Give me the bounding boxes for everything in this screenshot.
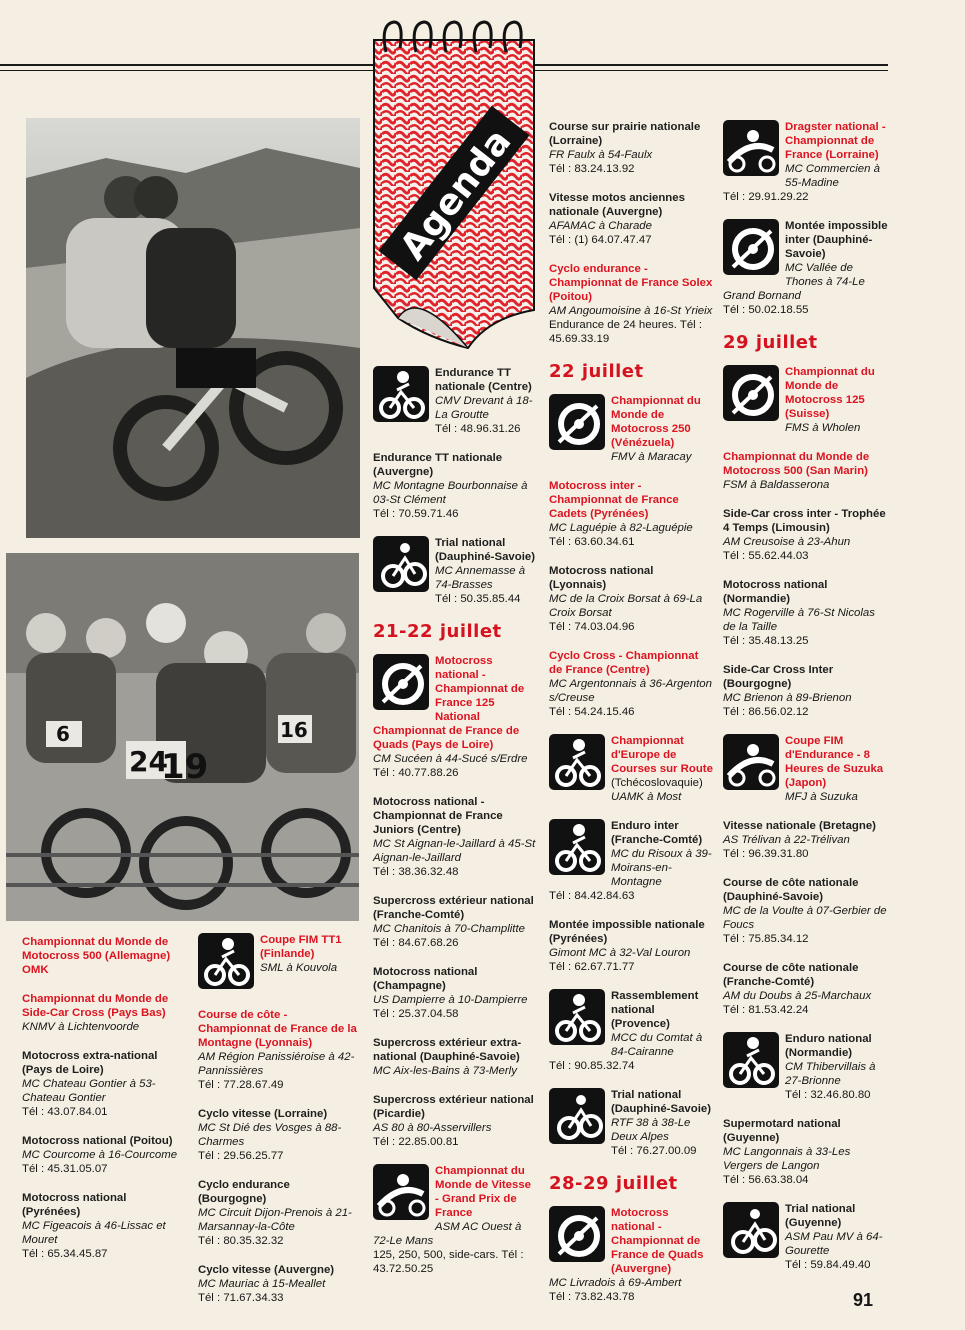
agenda-entry (549, 734, 713, 804)
event-phone: Tél : 35.48.13.25 (723, 635, 809, 647)
svg-text:24: 24 (129, 745, 168, 778)
event-title: Motocross national (Champagne) (373, 966, 478, 992)
event-club: AM Région Panissiéroise à 42-Pannissières (198, 1051, 355, 1077)
event-title: Supercross extérieur national (Picardie) (373, 1094, 534, 1120)
agenda-entry (22, 992, 185, 1034)
event-phone: Tél : 48.96.31.26 (435, 423, 521, 435)
event-phone: Tél : 96.39.31.80 (723, 848, 809, 860)
event-club: MC Chanitois à 70-Champlitte (373, 923, 525, 935)
event-phone: Tél : 62.67.71.77 (549, 961, 635, 973)
event-phone: Tél : 50.35.85.44 (435, 593, 521, 605)
event-phone: Tél : 74.03.04.96 (549, 621, 635, 633)
agenda-entry (198, 1263, 358, 1305)
agenda-entry (22, 1134, 185, 1176)
motocross-wheel-icon (373, 654, 429, 710)
agenda-entry (723, 219, 888, 317)
agenda-entry (22, 1191, 185, 1261)
event-title: Championnat d'Europe de Courses sur Route (611, 735, 713, 775)
agenda-entry (373, 1093, 536, 1149)
event-club: AM Creusoise à 23-Ahun (723, 536, 851, 548)
event-club: SML à Kouvola (260, 962, 338, 974)
column-2 (198, 933, 358, 1320)
event-title: Coupe FIM TT1 (Finlande) (260, 934, 342, 960)
event-club: AM du Doubs à 25-Marchaux (723, 990, 872, 1002)
event-title: Course de côte -Championnat de France de la Montagne (Lyonnais) (198, 1009, 357, 1049)
event-phone: Tél : 45.31.05.07 (22, 1163, 108, 1175)
agenda-entry (549, 1088, 713, 1158)
date-heading: 29 juillet (723, 332, 818, 353)
dragster-icon (723, 120, 779, 176)
agenda-entry (373, 795, 536, 879)
event-title: Endurance TT nationale (Auvergne) (373, 452, 503, 478)
event-club: ASM Pau MV à 64-Gourette (785, 1231, 883, 1257)
event-phone: Tél : 83.24.13.92 (549, 163, 635, 175)
event-club: MC Figeacois à 46-Lissac et Mouret (22, 1220, 166, 1246)
agenda-entry (373, 366, 536, 436)
agenda-entry (723, 734, 888, 804)
trial-rider-icon (373, 536, 429, 592)
event-club: MC Courcome à 16-Courcome (22, 1149, 178, 1161)
event-title: Montée impossible nationale (Pyrénées) (549, 919, 705, 945)
enduro-rider-icon (373, 366, 429, 422)
svg-text:6: 6 (56, 722, 70, 746)
event-club: UAMK à Most (611, 791, 682, 803)
agenda-entry (373, 451, 536, 521)
agenda-entry (549, 191, 713, 247)
motocross-wheel-icon (549, 394, 605, 450)
event-phone: Tél : 43.07.84.01 (22, 1106, 108, 1118)
agenda-entry (549, 394, 713, 464)
event-title: Championnat du Monde de Motocross 500 (Allemagne) (22, 936, 171, 962)
event-title: Enduro inter (Franche-Comté) (611, 820, 703, 846)
agenda-entry (723, 507, 888, 563)
rally-rider-icon (549, 989, 605, 1045)
event-title: Trial national (Dauphiné-Savoie) (611, 1089, 711, 1115)
agenda-entry (373, 1164, 536, 1276)
event-phone: Tél : 84.67.68.26 (373, 937, 459, 949)
event-extra: OMK (22, 964, 49, 976)
event-club: MC de la Voulte à 07-Gerbier de Foucs (723, 905, 887, 931)
agenda-entry (198, 1178, 358, 1248)
column-5 (723, 120, 888, 1287)
event-phone: Tél : 75.85.34.12 (723, 933, 809, 945)
event-title: Trial national (Guyenne) (785, 1203, 856, 1229)
event-title: Championnat du Monde de Motocross 125 (Suisse) (785, 366, 875, 420)
event-phone: Tél : 71.67.34.33 (198, 1292, 284, 1304)
event-title: Course sur prairie nationale (Lorraine) (549, 121, 701, 147)
event-title: Motocross national (Poitou) (22, 1135, 173, 1147)
motocross-wheel-icon (549, 1206, 605, 1262)
event-title: Trial national (Dauphiné-Savoie) (435, 537, 535, 563)
event-club: FR Faulx à 54-Faulx (549, 149, 653, 161)
agenda-entry (549, 564, 713, 634)
event-title: Dragster national - Championnat de France (Lorraine) (785, 121, 886, 161)
motocross-rider-icon (549, 734, 605, 790)
enduro-rider-icon (549, 819, 605, 875)
event-club: MC Livradois à 69-Ambert (549, 1277, 682, 1289)
event-title: Motocross extra-national (Pays de Loire) (22, 1050, 158, 1076)
event-title: Championnat du Monde de Motocross 250 (Vénézuela) (611, 395, 701, 449)
agenda-entry (373, 1036, 536, 1078)
column-4 (549, 120, 713, 1319)
agenda-entry (723, 578, 888, 648)
event-phone: Tél : 86.56.02.12 (723, 706, 809, 718)
column-3 (373, 366, 536, 1291)
event-club: KNMV à Lichtenvoorde (22, 1021, 140, 1033)
agenda-entry (549, 918, 713, 974)
agenda-entry (549, 120, 713, 176)
event-club: FSM à Baldasserona (723, 479, 830, 491)
event-club: AS 80 à 80-Asservillers (373, 1122, 492, 1134)
agenda-entry (549, 262, 713, 346)
agenda-entry (723, 663, 888, 719)
event-club: MC Brienon à 89-Brienon (723, 692, 852, 704)
event-note: 125, 250, 500, side-cars. Tél : 43.72.50.25 (373, 1249, 524, 1275)
agenda-entry (723, 1202, 888, 1272)
event-club: MCC du Comtat à 84-Cairanne (611, 1032, 703, 1058)
event-title: Cyclo endurance (Bourgogne) (198, 1179, 290, 1205)
event-club: FMS à Wholen (785, 422, 861, 434)
event-club: US Dampierre à 10-Dampierre (373, 994, 528, 1006)
photo-motocross-start (6, 553, 359, 921)
event-title: Championnat du Monde de Side-Car Cross (Pays Bas) (22, 993, 169, 1019)
motocross-rider-icon (198, 933, 254, 989)
event-club: AM Angoumoisine à 16-St Yrieix (549, 305, 713, 317)
event-club: FMV à Maracay (611, 451, 692, 463)
event-club: CM Sucéen à 44-Sucé s/Erdre (373, 753, 528, 765)
date-heading: 22 juillet (549, 361, 644, 382)
event-title: Endurance TT nationale (Centre) (435, 367, 532, 393)
event-title: Cyclo vitesse (Lorraine) (198, 1108, 328, 1120)
event-club: MC Argentonnais à 36-Argenton s/Creuse (549, 678, 712, 704)
event-title: Course de côte nationale (Franche-Comté) (723, 962, 859, 988)
event-title: Vitesse nationale (Bretagne) (723, 820, 876, 832)
event-club: MC St Dié des Vosges à 88-Charmes (198, 1122, 342, 1148)
event-phone: Tél : 38.36.32.48 (373, 866, 459, 878)
event-title: Motocross national - Championnat de France de Quads (Auvergne) (611, 1207, 704, 1275)
event-club: MC Annemasse à 74-Brasses (435, 565, 526, 591)
event-phone: Tél : 65.34.45.87 (22, 1248, 108, 1260)
agenda-entry (549, 989, 713, 1073)
event-title: Motocross national (Lyonnais) (549, 565, 654, 591)
event-title: Supercross extérieur extra-national (Dauphiné-Savoie) (373, 1037, 522, 1063)
event-title: Motocross national - Championnat de France Juniors (Centre) (373, 796, 503, 836)
event-club: MFJ à Suzuka (785, 791, 858, 803)
agenda-badge (368, 18, 540, 363)
road-racer-icon (723, 734, 779, 790)
event-phone: Tél : 22.85.00.81 (373, 1136, 459, 1148)
event-club: MC Montagne Bourbonnaise à 03-St Clément (373, 480, 528, 506)
event-title: Side-Car Cross Inter (Bourgogne) (723, 664, 834, 690)
event-phone: Tél : 59.84.49.40 (785, 1259, 871, 1271)
svg-text:16: 16 (280, 718, 308, 742)
agenda-entry (22, 1049, 185, 1119)
event-club: ASM AC Ouest à 72-Le Mans (373, 1221, 522, 1247)
event-club: RTF 38 à 38-Le Deux Alpes (611, 1117, 691, 1143)
event-phone: Tél : 70.59.71.46 (373, 508, 459, 520)
event-note: Endurance de 24 heures. Tél : 45.69.33.19 (549, 319, 703, 345)
event-phone: Tél : 54.24.15.46 (549, 706, 635, 718)
agenda-entry (549, 1206, 713, 1304)
event-club: MC Mauriac à 15-Meallet (198, 1278, 326, 1290)
event-phone: Tél : 29.91.29.22 (723, 191, 809, 203)
event-title: Rassemblement national (Provence) (611, 990, 699, 1030)
event-title: Supercross extérieur national (Franche-Comté) (373, 895, 534, 921)
agenda-entry (373, 536, 536, 606)
event-club: MC Circuit Dijon-Prenois à 21-Marsannay-la-Côte (198, 1207, 352, 1233)
event-title: Course de côte nationale (Dauphiné-Savoie) (723, 877, 859, 903)
event-phone: Tél : 80.35.32.32 (198, 1235, 284, 1247)
event-title: Championnat du Monde de Motocross 500 (San Marin) (723, 451, 870, 477)
event-club: CMV Drevant à 18-La Groutte (435, 395, 533, 421)
agenda-entry (373, 894, 536, 950)
event-phone: Tél : 56.63.38.04 (723, 1174, 809, 1186)
event-phone: Tél : 25.37.04.58 (373, 1008, 459, 1020)
event-club: MC Vallée de Thones à 74-Le Grand Bornand (723, 262, 865, 302)
agenda-entry (373, 654, 536, 780)
event-title: Motocross national (Normandie) (723, 579, 828, 605)
event-club: MC Chateau Gontier à 53-Chateau Gontier (22, 1078, 156, 1104)
agenda-entry (549, 819, 713, 903)
event-club: MC St Aignan-le-Jaillard à 45-St Aignan-le-Jaillard (373, 838, 536, 864)
agenda-entry (723, 961, 888, 1017)
event-title: Vitesse motos anciennes nationale (Auvergne) (549, 192, 685, 218)
event-club: MC Langonnais à 33-Les Vergers de Langon (723, 1146, 851, 1172)
event-phone: Tél : 55.62.44.03 (723, 550, 809, 562)
enduro-rider-icon (723, 1032, 779, 1088)
agenda-entry (22, 935, 185, 977)
agenda-entry (723, 1032, 888, 1102)
event-club: AFAMAC à Charade (549, 220, 652, 232)
event-phone: Tél : 76.27.00.09 (611, 1145, 697, 1157)
date-heading: 21-22 juillet (373, 621, 502, 642)
agenda-entry (723, 120, 888, 204)
event-phone: Tél : 40.77.88.26 (373, 767, 459, 779)
event-title: Motocross national - Championnat de France 125 National Championnat de France de Quads (Pays de Loire) (373, 655, 525, 751)
event-title: Montée impossible inter (Dauphiné-Savoie) (785, 220, 888, 260)
event-club: Gimont MC à 32-Val Louron (549, 947, 691, 959)
event-title: Enduro national (Normandie) (785, 1033, 872, 1059)
event-club: MC du Risoux à 39-Moirans-en-Montagne (611, 848, 712, 888)
agenda-entry (723, 450, 888, 492)
event-phone: Tél : 81.53.42.24 (723, 1004, 809, 1016)
event-phone: Tél : 29.56.25.77 (198, 1150, 284, 1162)
column-1 (22, 935, 185, 1276)
agenda-entry (723, 1117, 888, 1187)
agenda-entry (373, 965, 536, 1021)
photo-trial-rider (26, 118, 360, 538)
event-phone: Tél : 84.42.84.63 (549, 890, 635, 902)
agenda-entry (549, 649, 713, 719)
event-club: AS Trélivan à 22-Trélivan (723, 834, 850, 846)
event-title: Motocross national (Pyrénées) (22, 1192, 127, 1218)
svg-text:19: 19 (161, 747, 209, 787)
event-club: MC de la Croix Borsat à 69-La Croix Borsat (549, 593, 703, 619)
event-phone: Tél : 77.28.67.49 (198, 1079, 284, 1091)
agenda-entry (723, 365, 888, 435)
trial-rider-icon (723, 1202, 779, 1258)
date-heading: 28-29 juillet (549, 1173, 678, 1194)
event-title: Cyclo vitesse (Auvergne) (198, 1264, 335, 1276)
agenda-entry (198, 1107, 358, 1163)
event-title: Motocross inter - Championnat de France Cadets (Pyrénées) (549, 480, 679, 520)
event-title: Cyclo Cross - Championnat de France (Centre) (549, 650, 699, 676)
event-phone: Tél : (1) 64.07.47.47 (549, 234, 652, 246)
event-title: Supermotard national (Guyenne) (723, 1118, 841, 1144)
event-phone: Tél : 32.46.80.80 (785, 1089, 871, 1101)
trial-rider-icon (549, 1088, 605, 1144)
event-phone: Tél : 63.60.34.61 (549, 536, 635, 548)
event-title: Cyclo endurance - Championnat de France Solex (Poitou) (549, 263, 713, 303)
agenda-entry (198, 1008, 358, 1092)
agenda-label: Agenda (392, 121, 520, 268)
motocross-wheel-icon (723, 219, 779, 275)
event-phone: Tél : 73.82.43.78 (549, 1291, 635, 1303)
motocross-wheel-icon (723, 365, 779, 421)
event-club: CM Thibervillais à 27-Brionne (785, 1061, 876, 1087)
agenda-entry (723, 876, 888, 946)
event-title: Side-Car cross inter - Trophée 4 Temps (Limousin) (723, 508, 886, 534)
event-club: MC Commercien à 55-Madine (785, 163, 880, 189)
road-racer-icon (373, 1164, 429, 1220)
event-club: MC Aix-les-Bains à 73-Merly (373, 1065, 517, 1077)
page-number: 91 (853, 1290, 874, 1310)
event-title: Championnat du Monde de Vitesse - Grand Prix de France (435, 1165, 532, 1219)
event-phone: Tél : 90.85.32.74 (549, 1060, 635, 1072)
event-club: MC Rogerville à 76-St Nicolas de la Taille (723, 607, 875, 633)
agenda-entry (723, 819, 888, 861)
event-title: Coupe FIM d'Endurance - 8 Heures de Suzuka (Japon) (785, 735, 884, 789)
event-club: MC Laguépie à 82-Laguépie (549, 522, 693, 534)
agenda-entry (198, 933, 358, 993)
event-extra: (Tchécoslovaquie) (611, 777, 703, 789)
event-phone: Tél : 50.02.18.55 (723, 304, 809, 316)
agenda-entry (549, 479, 713, 549)
